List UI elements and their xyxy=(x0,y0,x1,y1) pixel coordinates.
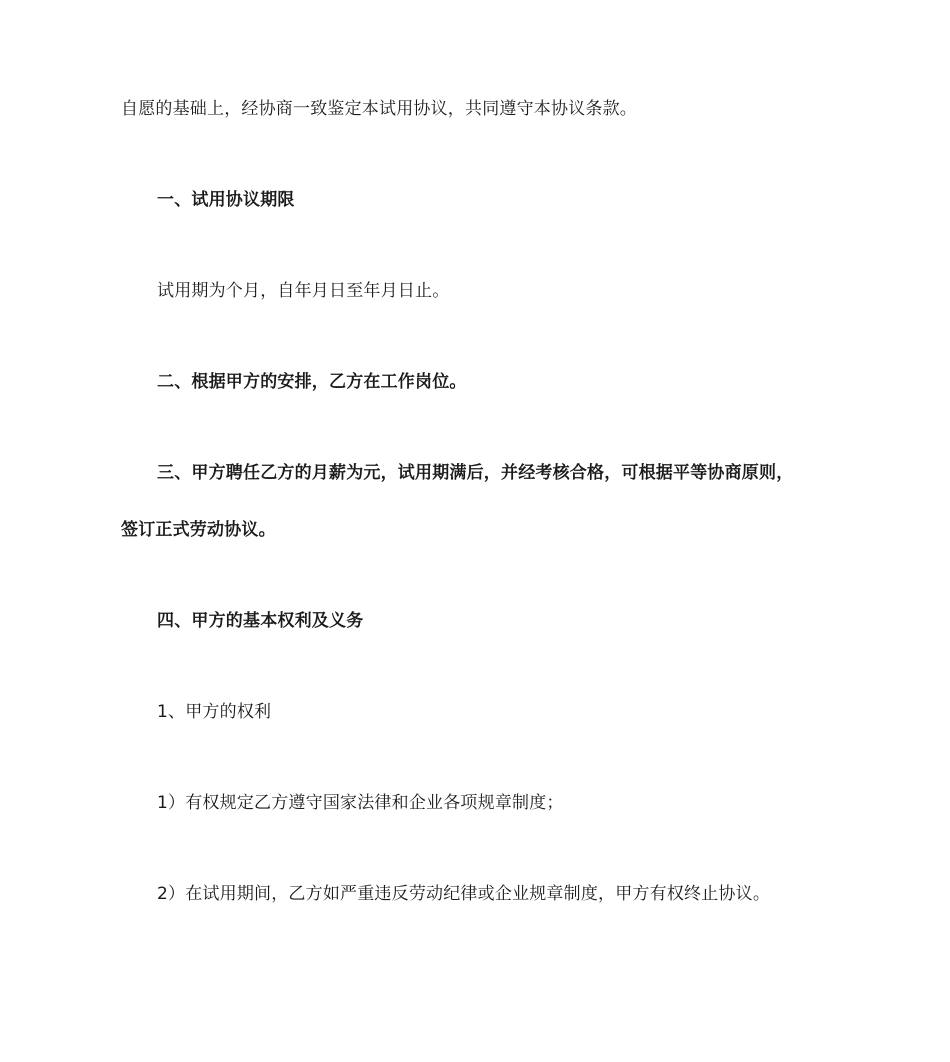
section-1-heading: 一、试用协议期限 xyxy=(157,190,295,210)
list-item-2: 2）在试用期间，乙方如严重违反劳动纪律或企业规章制度，甲方有权终止协议。 xyxy=(157,884,771,904)
section-3-heading-line-1: 三、甲方聘任乙方的月薪为元，试用期满后，并经考核合格，可根据平等协商原则， xyxy=(157,463,794,483)
section-3-heading-line-2: 签订正式劳动协议。 xyxy=(121,520,276,540)
section-2-heading: 二、根据甲方的安排，乙方在工作岗位。 xyxy=(157,372,467,392)
subsection-1-heading: 1、甲方的权利 xyxy=(157,702,272,722)
section-4-heading: 四、甲方的基本权利及义务 xyxy=(157,611,364,631)
probation-period-text: 试用期为个月，自年月日至年月日止。 xyxy=(157,281,450,301)
intro-paragraph-line: 自愿的基础上，经协商一致鉴定本试用协议，共同遵守本协议条款。 xyxy=(121,99,637,119)
list-item-1: 1）有权规定乙方遵守国家法律和企业各项规章制度； xyxy=(157,793,564,813)
